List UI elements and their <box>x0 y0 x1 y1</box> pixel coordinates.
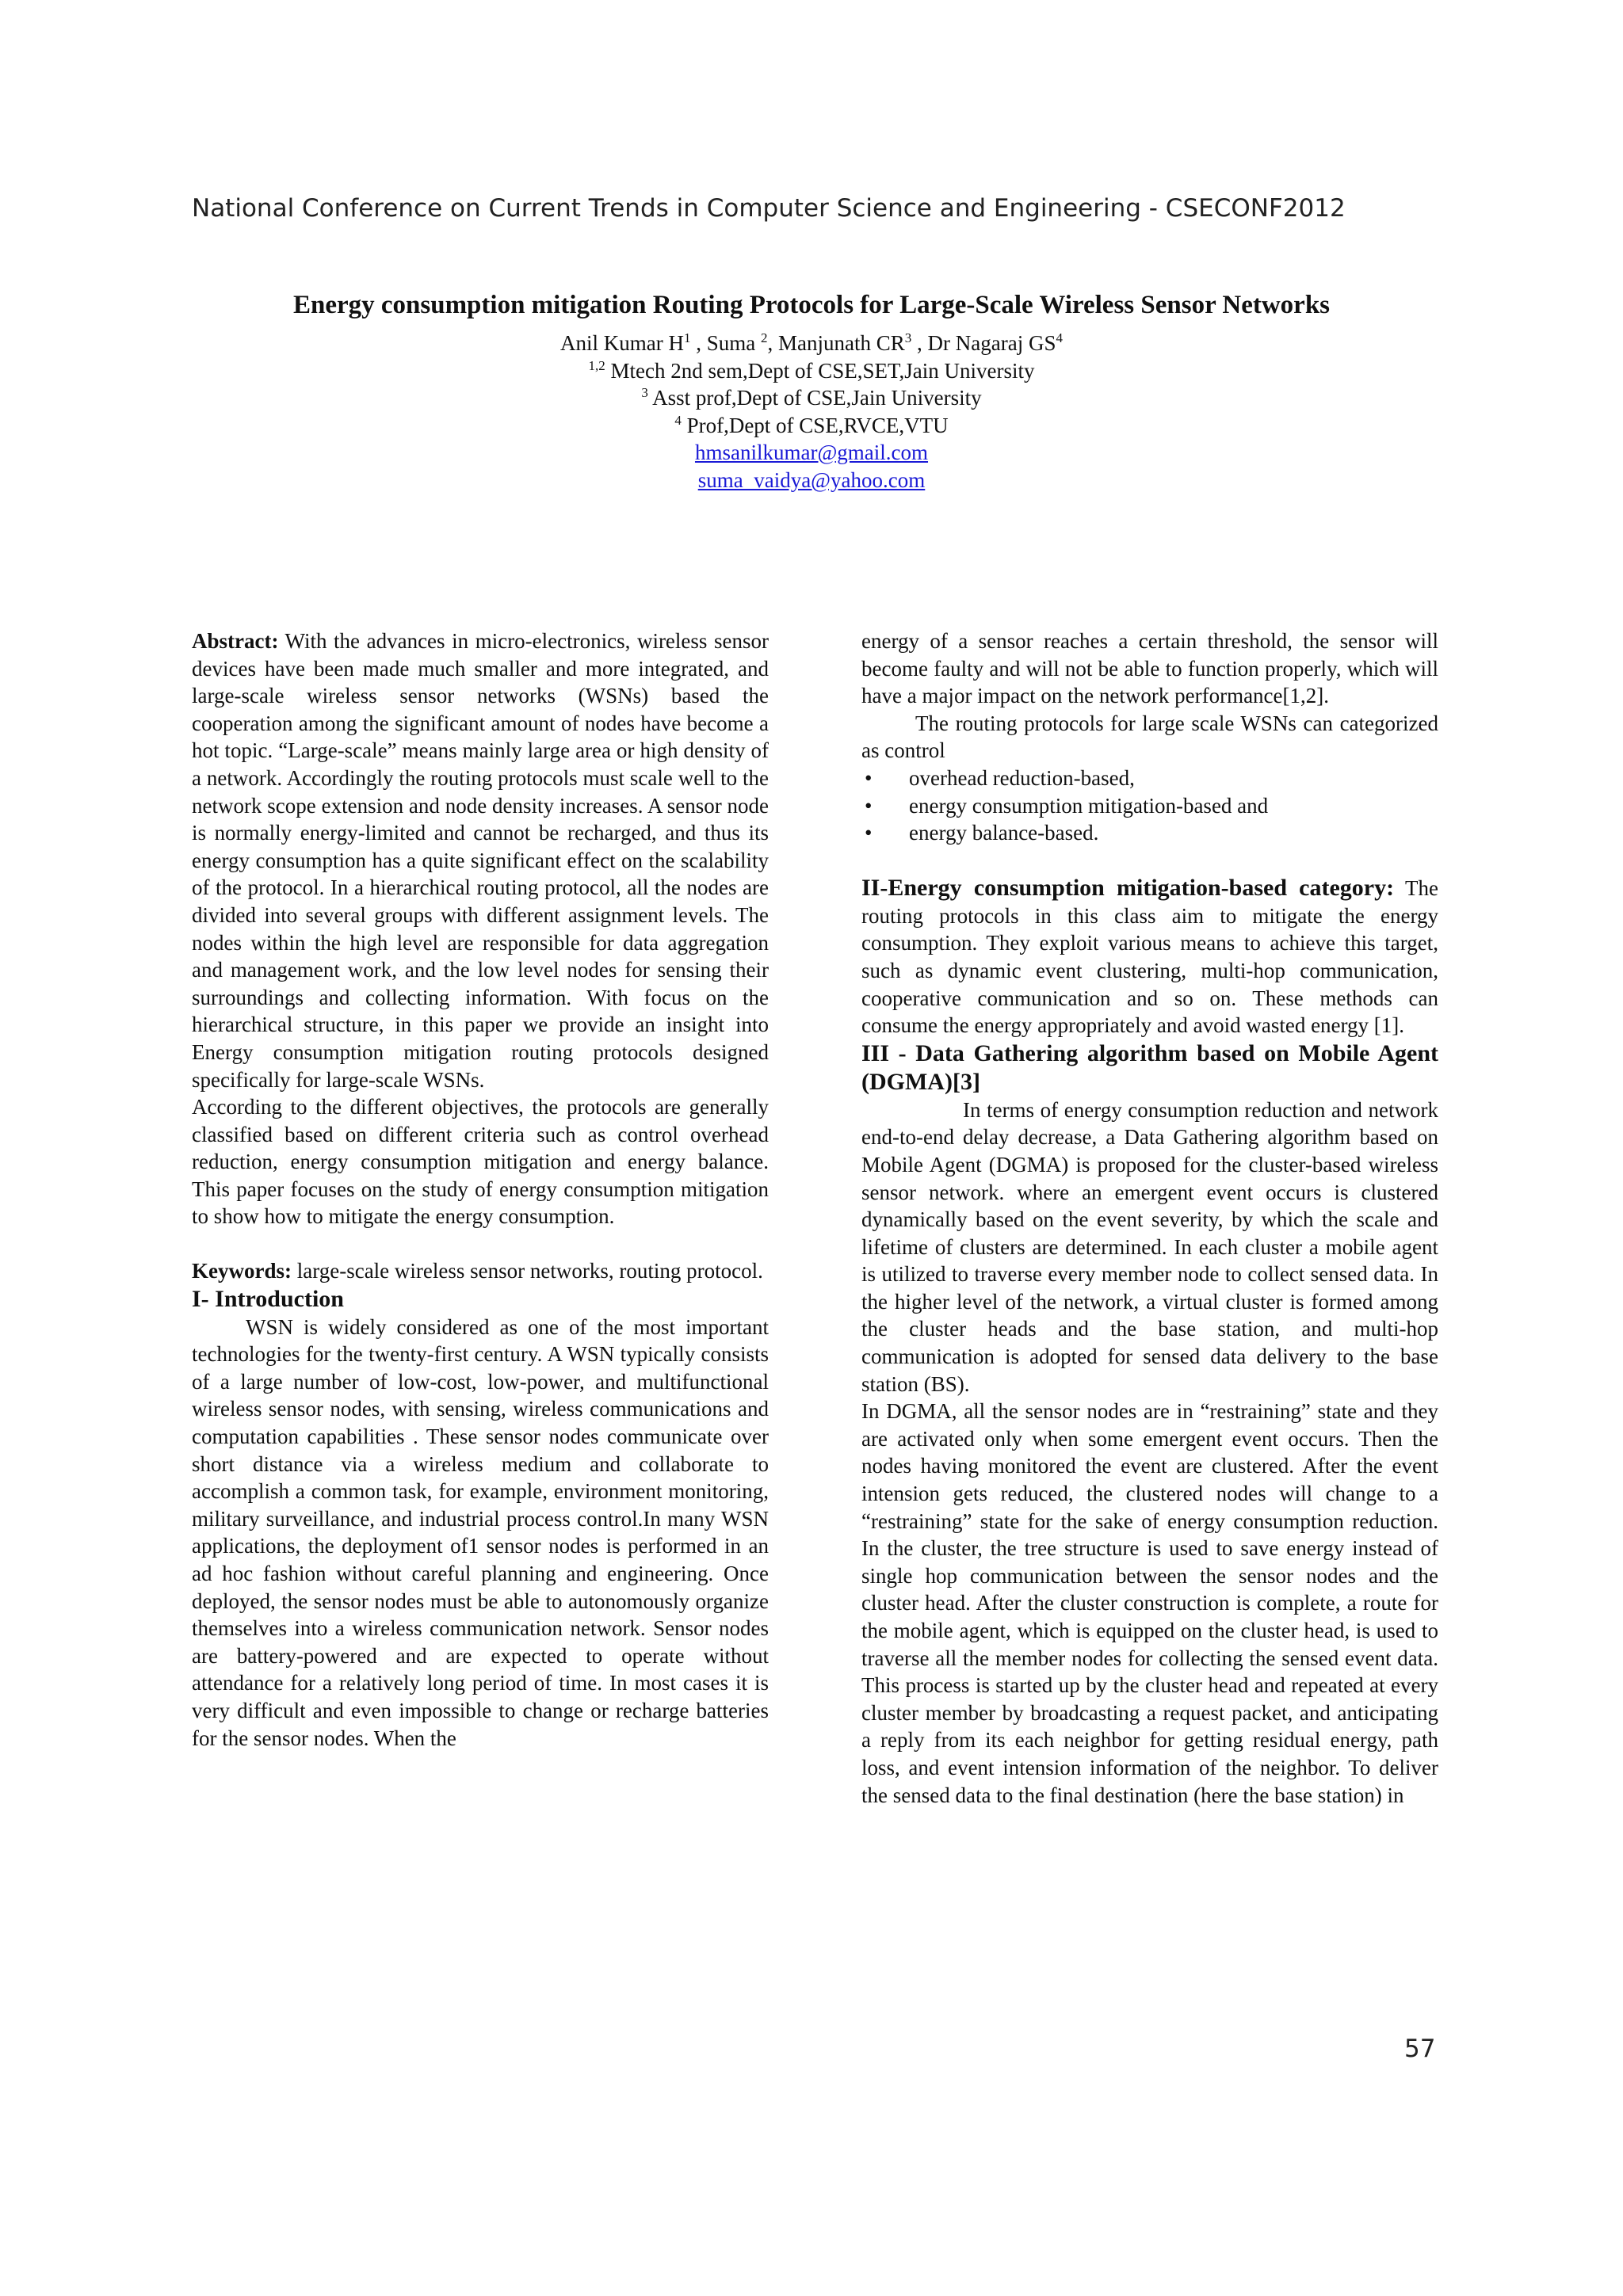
list-item <box>861 819 1438 847</box>
list-item-text: energy consumption mitigation-based and <box>909 793 1269 818</box>
abstract-text: With the advances in micro-electronics, wireless sensor devices have been made much smaller and more integrated, and large-scale wireless sensor networks (WSNs) based the cooperation among the significant amount of nodes have become a hot topic. “Large-scale” means mainly large area or high density of a network. Accordingly the routing protocols must scale well to the network scope extension and node density increases. A sensor node is normally energy-limited and cannot be recharged, and thus its energy consumption has a quite significant effect on the scalability of the protocol. In a hierarchical routing protocol, all the nodes are divided into several groups with different assignment levels. The nodes within the high level are responsible for data aggregation and management work, and the low level nodes for sensing their surroundings and collecting information. With focus on the hierarchical structure, in this paper we provide an insight into Energy consumption mitigation routing protocols designed specifically for large-scale WSNs. <box>192 629 769 1092</box>
author-marker: 1 <box>684 330 691 345</box>
author-marker: 2 <box>761 330 768 345</box>
email-link[interactable]: suma_vaidya@yahoo.com <box>697 467 926 492</box>
section2 <box>861 874 1438 1039</box>
category-list <box>861 765 1438 847</box>
author-name: , Manjunath CR <box>767 331 905 355</box>
abstract-label: Abstract: <box>192 629 279 653</box>
affiliation-line <box>119 412 1504 440</box>
author-name: , Suma <box>690 331 762 355</box>
author-marker: 4 <box>1056 330 1063 345</box>
continued-paragraph: energy of a sensor reaches a certain threshold, the sensor will become faulty and will not be able to function properly, which will have a major impact on the network performance[1,2]. <box>861 629 1438 708</box>
keywords <box>192 1257 769 1285</box>
left-column <box>192 627 769 1752</box>
bullet-icon: • <box>865 821 873 845</box>
list-item <box>861 792 1438 820</box>
affiliation-line <box>119 384 1504 412</box>
routing-intro: The routing protocols for large scale WSNs can categorized as control <box>861 711 1438 763</box>
right-column <box>861 627 1438 1809</box>
paper-title: Energy consumption mitigation Routing Protocols for Large-Scale Wireless Sensor Networks <box>292 291 1331 319</box>
keywords-text: large-scale wireless sensor networks, routing protocol. <box>291 1259 763 1283</box>
author-marker: 3 <box>904 330 912 345</box>
keywords-label: Keywords: <box>192 1259 292 1283</box>
section3-paragraph: In DGMA, all the sensor nodes are in “restraining” state and they are activated only when some emergent event occurs. Then the nodes having monitored the event are clustered. After the event intension gets reduced, the clustered nodes will change to a “restraining” state for the sake of energy consumption reduction. In the cluster, the tree structure is used to save energy instead of single hop communication between the sensor nodes and the cluster head. After the cluster construction is complete, a route for the mobile agent, which is equipped on the cluster head, is used to traverse all the member nodes for collecting the sensed event data. This process is started up by the cluster head and repeated at every cluster member by broadcasting a request packet, and anticipating a reply from its each neighbor for getting residual energy, path loss, and event intension information of the neighbor. To deliver the sensed data to the final destination (here the base station) in <box>861 1399 1438 1807</box>
page-number: 57 <box>1404 2035 1436 2063</box>
abstract <box>192 627 769 1093</box>
title-block <box>119 287 1504 494</box>
affiliation-text: Mtech 2nd sem,Dept of CSE,SET,Jain University <box>605 358 1035 383</box>
author-name: Anil Kumar H <box>560 331 684 355</box>
bullet-icon: • <box>865 793 873 818</box>
email-line <box>119 467 1504 494</box>
section2-heading: II-Energy consumption mitigation-based category: <box>861 874 1395 901</box>
affiliation-marker: 3 <box>641 385 648 400</box>
intro-paragraph: WSN is widely considered as one of the most important technologies for the twenty-first century. A WSN typically consists of a large number of low-cost, low-power, and multifunctional wireless sensor nodes, with sensing, wireless communications and computation capabilities . These sensor nodes communicate over short distance via a wireless medium and collaborate to accomplish a common task, for example, environment monitoring, military surveillance, and industrial process control.In many WSN applications, the deployment of1 sensor nodes is performed in an ad hoc fashion without careful planning and engineering. Once deployed, the sensor nodes must be able to autonomously organize themselves into a wireless communication network. Sensor nodes are battery-powered and are expected to operate without attendance for a relatively long period of time. In most cases it is very difficult and even impossible to change or recharge batteries for the sensor nodes. When the <box>192 1314 769 1750</box>
affiliation-text: Asst prof,Dept of CSE,Jain University <box>647 386 982 410</box>
affiliation-text: Prof,Dept of CSE,RVCE,VTU <box>681 413 949 437</box>
author-list <box>119 330 1504 357</box>
bullet-icon: • <box>865 765 873 790</box>
running-header: National Conference on Current Trends in Computer Science and Engineering - CSECONF2012 <box>192 194 1346 223</box>
affiliation-marker: 4 <box>674 412 682 428</box>
author-name: , Dr Nagaraj GS <box>911 331 1056 355</box>
list-item-text: energy balance-based. <box>909 821 1099 845</box>
section3-heading: III - Data Gathering algorithm based on Mobile Agent (DGMA)[3] <box>861 1039 1438 1095</box>
section3-paragraph: In terms of energy consumption reduction and network end-to-end delay decrease, a Data Gathering algorithm based on Mobile Agent (DGMA) is proposed for the cluster-based wireless sensor network. where an emergent event occurs is clustered dynamically based on the event severity, by which the scale and lifetime of clusters are determined. In each cluster a mobile agent is utilized to traverse every member node to collect sensed data. In the higher level of the network, a virtual cluster is formed among the cluster heads and the base station, and multi-hop communication is adopted for sensed data delivery to the base station (BS). <box>861 1097 1438 1396</box>
list-item <box>861 765 1438 792</box>
affiliation-line <box>119 357 1504 385</box>
affiliation-marker: 1,2 <box>588 357 605 373</box>
abstract-continued: According to the different objectives, the protocols are generally classified based on different criteria such as control overhead reduction, energy consumption mitigation and energy balance. This paper focuses on the study of energy consumption mitigation to show how to mitigate the energy consumption. <box>192 1095 769 1229</box>
section2-text: The routing protocols in this class aim to mitigate the energy consumption. They exploit various means to achieve this target, such as dynamic event clustering, multi-hop communication, cooperative communication and so on. These methods can consume the energy appropriately and avoid wasted energy [1]. <box>861 875 1438 1038</box>
list-item-text: overhead reduction-based, <box>909 765 1135 790</box>
email-line <box>119 439 1504 467</box>
email-link[interactable]: hmsanilkumar@gmail.com <box>694 441 929 464</box>
intro-heading: I- Introduction <box>192 1285 344 1312</box>
